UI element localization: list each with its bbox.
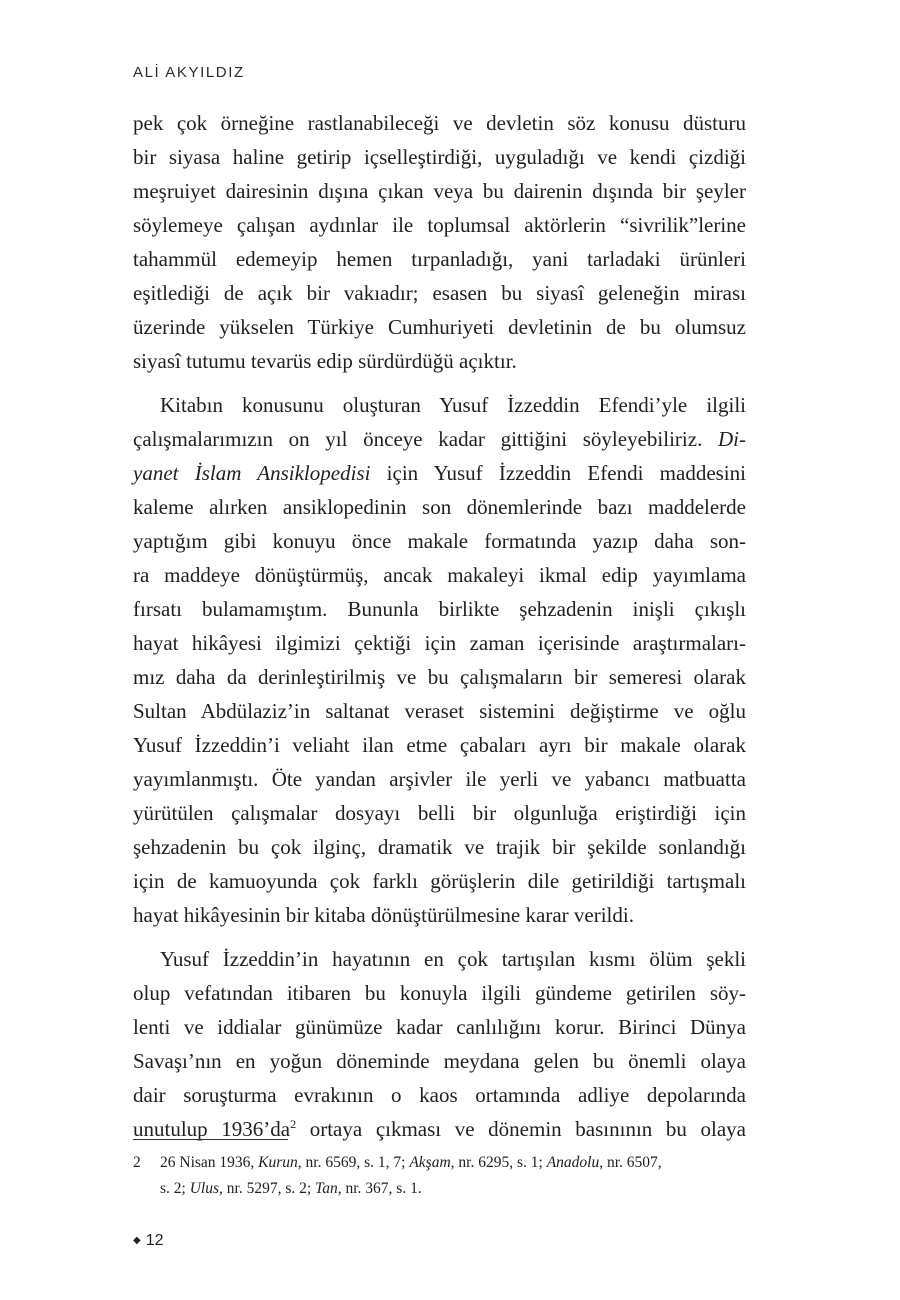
- text-span: s. 2;: [160, 1180, 190, 1197]
- italic-text: yanet İslam Ansiklopedisi: [133, 461, 371, 485]
- diamond-ornament-icon: ◆: [133, 1235, 141, 1247]
- text-line: Kitabın konusunu oluşturan Yusuf İzzeddin Efendi’yle ilgili: [160, 393, 746, 417]
- text-line: şehzadenin bu çok ilginç, dramatik ve trajik bir şekilde sonlandığı: [133, 835, 746, 859]
- paragraph-1: [133, 106, 746, 378]
- italic-text: Ulus: [189, 1180, 220, 1197]
- text-span: için Yusuf İzzeddin Efendi maddesini: [370, 461, 746, 485]
- text-line: için de kamuoyunda çok farklı görüşlerin dile getirildiği tartışmalı: [133, 869, 746, 893]
- text-line: yürütülen çalışmalar dosyayı belli bir olgunluğa eriştirdiği için: [133, 801, 746, 825]
- footnote-divider: [133, 1139, 288, 1140]
- text-line: pek çok örneğine rastlanabileceği ve devletin söz konusu düsturu: [133, 111, 746, 135]
- text-line: olup vefatından itibaren bu konuyla ilgili gündeme getirilen söy-: [133, 981, 746, 1005]
- text-line: mız daha da derinleştirilmiş ve bu çalışmaların bir semeresi olarak: [133, 665, 746, 689]
- footnote-body: [160, 1150, 746, 1202]
- text-span: 26 Nisan 1936,: [160, 1154, 259, 1171]
- text-span: , nr. 6569, s. 1, 7;: [297, 1154, 410, 1171]
- text-line: hayat hikâyesi ilgimizi çektiği için zaman içerisinde araştırmaları-: [133, 631, 746, 655]
- text-line: Yusuf İzzeddin’in hayatının en çok tartışılan kısmı ölüm şekli: [160, 947, 746, 971]
- footnote: [133, 1150, 746, 1202]
- italic-text: Anadolu: [546, 1154, 600, 1171]
- text-line: söylemeye çalışan aydınlar ile toplumsal aktörlerin “sivrilik”lerine: [133, 213, 746, 237]
- body-text: [133, 106, 746, 1146]
- text-line: [133, 456, 746, 490]
- text-line: bir siyasa haline getirip içselleştirdiği, uyguladığı ve kendi çizdiği: [133, 145, 746, 169]
- footnote-line: [160, 1176, 746, 1202]
- text-line: üzerinde yükselen Türkiye Cumhuriyeti devletinin de bu olumsuz: [133, 315, 746, 339]
- text-line: siyasî tutumu tevarüs edip sürdürdüğü açıktır.: [133, 349, 517, 373]
- text-line: Yusuf İzzeddin’i veliaht ilan etme çabaları ayrı bir makale olarak: [133, 733, 746, 757]
- text-line: Sultan Abdülaziz’in saltanat veraset sistemini değiştirme ve oğlu: [133, 699, 746, 723]
- text-line: lenti ve iddialar günümüze kadar canlılığını korur. Birinci Dünya: [133, 1015, 746, 1039]
- text-span: ortaya çıkması ve dönemin basınının bu olaya: [296, 1117, 746, 1141]
- text-span: , nr. 6295, s. 1;: [450, 1154, 547, 1171]
- italic-text: Akşam: [409, 1154, 451, 1171]
- italic-text: Tan: [315, 1180, 338, 1197]
- paragraph-3: [133, 942, 746, 1146]
- text-line: tahammül edemeyip hemen tırpanladığı, yani tarladaki ürünleri: [133, 247, 746, 271]
- text-line: hayat hikâyesinin bir kitaba dönüştürülmesine karar verildi.: [133, 903, 634, 927]
- text-line: yayımlanmıştı. Öte yandan arşivler ile yerli ve yabancı matbuatta: [133, 767, 746, 791]
- text-line: ra maddeye dönüştürmüş, ancak makaleyi ikmal edip yayımlama: [133, 563, 746, 587]
- text-span: çalışmalarımızın on yıl önceye kadar gittiğini söyleyebiliriz.: [133, 427, 718, 451]
- text-line: eşitlediği de açık bir vakıadır; esasen bu siyasî geleneğin mirası: [133, 281, 746, 305]
- running-head: ALİ AKYILDIZ: [133, 64, 245, 81]
- italic-text: Di-: [718, 427, 746, 451]
- footnote-number: 2: [133, 1154, 141, 1171]
- text-span: , nr. 5297, s. 2;: [219, 1180, 316, 1197]
- footnote-line: [160, 1150, 746, 1176]
- text-line: Savaşı’nın en yoğun döneminde meydana gelen bu önemli olaya: [133, 1049, 746, 1073]
- text-span: , nr. 367, s. 1.: [337, 1180, 422, 1197]
- text-line: yaptığım gibi konuyu önce makale formatında yazıp daha son-: [133, 529, 746, 553]
- text-line: [133, 1112, 746, 1146]
- paragraph-2: [133, 388, 746, 932]
- text-span: unutulup 1936’da: [133, 1117, 291, 1141]
- text-line: fırsatı bulamamıştım. Bununla birlikte şehzadenin inişli çıkışlı: [133, 597, 746, 621]
- text-line: [133, 422, 746, 456]
- text-line: meşruiyet dairesinin dışına çıkan veya bu dairenin dışında bir şeyler: [133, 179, 746, 203]
- page-number-value: 12: [145, 1232, 164, 1249]
- italic-text: Kurun: [258, 1154, 298, 1171]
- text-line: kaleme alırken ansiklopedinin son dönemlerinde bazı maddelerde: [133, 495, 746, 519]
- text-line: dair soruşturma evrakının o kaos ortamında adliye depolarında: [133, 1083, 746, 1107]
- page-number: [133, 1232, 164, 1250]
- footnote-reference[interactable]: 2: [290, 1117, 297, 1131]
- text-span: , nr. 6507,: [599, 1154, 662, 1171]
